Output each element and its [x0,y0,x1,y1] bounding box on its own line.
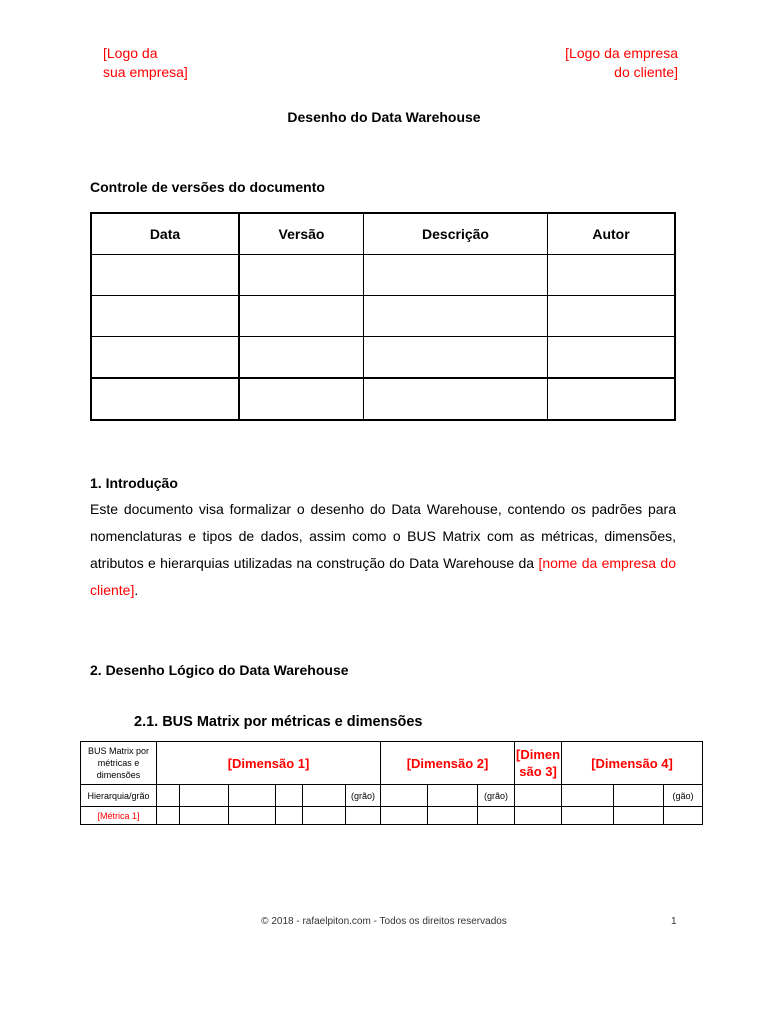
metric-label: [Métrica 1] [81,807,157,825]
table-cell[interactable] [381,807,428,825]
table-cell[interactable] [562,807,614,825]
table-cell[interactable] [364,255,548,296]
intro-body-text: Este documento visa formalizar o desenho do Data Warehouse, contendo os padrões para nomenclaturas e tipos de dados, assim como o BUS Matrix com as métricas, dimensões, atributos e hierarquias utilizadas na construção do Data Warehouse da [90,501,676,571]
table-cell[interactable] [381,785,428,807]
table-cell[interactable] [614,785,664,807]
table-cell[interactable] [515,807,562,825]
logo-left-line-1: [Logo da [103,45,158,61]
table-cell[interactable] [91,337,239,379]
dimension-2-header: [Dimensão 2] [381,742,515,785]
table-cell[interactable] [157,785,180,807]
page-number: 1 [671,916,677,927]
table-cell[interactable] [303,785,346,807]
table-cell[interactable] [276,785,303,807]
table-cell[interactable] [364,378,548,420]
grain-label: (gão) [664,785,703,807]
bus-metric-row [81,807,703,825]
table-cell[interactable] [346,807,381,825]
table-cell[interactable] [664,807,703,825]
versions-heading: Controle de versões do documento [90,179,325,195]
logo-right-line-1: [Logo da empresa [565,45,678,61]
versions-header-row [91,213,675,255]
bus-corner-label: BUS Matrix por métricas e dimensões [81,742,157,785]
table-cell[interactable] [239,337,364,379]
bus-dimension-row [81,742,703,785]
table-row [91,296,675,337]
intro-heading: 1. Introdução [90,475,178,491]
table-cell[interactable] [364,337,548,379]
table-cell[interactable] [364,296,548,337]
dimension-1-header: [Dimensão 1] [157,742,381,785]
dimension-3-header [515,742,562,785]
column-header-date: Data [91,213,239,255]
logo-left-line-2: sua empresa] [103,64,188,80]
table-cell[interactable] [428,807,478,825]
bus-matrix-table [80,741,703,825]
table-cell[interactable] [548,255,676,296]
dimension-3-line-2: são 3] [519,764,557,779]
bus-matrix-heading: 2.1. BUS Matrix por métricas e dimensões [134,714,423,730]
table-cell[interactable] [91,296,239,337]
table-cell[interactable] [614,807,664,825]
client-name-placeholder: [nome da empresa do cliente] [90,555,677,598]
table-cell[interactable] [562,785,614,807]
column-header-description: Descrição [364,213,548,255]
company-logo-placeholder [103,44,188,82]
bus-hierarchy-row [81,785,703,807]
table-row [91,378,675,420]
grain-label: (grão) [346,785,381,807]
table-row [91,337,675,379]
footer-copyright: © 2018 - rafaelpiton.com - Todos os direitos reservados [261,916,507,927]
logo-right-line-2: do cliente] [614,64,678,80]
table-cell[interactable] [239,378,364,420]
table-cell[interactable] [180,785,229,807]
table-cell[interactable] [515,785,562,807]
table-cell[interactable] [428,785,478,807]
logical-design-heading: 2. Desenho Lógico do Data Warehouse [90,662,349,678]
table-cell[interactable] [239,296,364,337]
table-cell[interactable] [229,807,276,825]
dimension-3-line-1: [Dimen [516,747,561,762]
table-cell[interactable] [180,807,229,825]
table-cell[interactable] [239,255,364,296]
table-cell[interactable] [157,807,180,825]
versions-table [90,212,676,421]
column-header-author: Autor [548,213,676,255]
table-cell[interactable] [91,255,239,296]
table-cell[interactable] [548,296,676,337]
hierarchy-label: Hierarquia/grão [81,785,157,807]
table-cell[interactable] [548,337,676,379]
table-cell[interactable] [276,807,303,825]
table-cell[interactable] [303,807,346,825]
table-row [91,255,675,296]
grain-label: (grão) [478,785,515,807]
intro-trailing-period: . [134,582,139,598]
client-logo-placeholder [565,44,678,82]
table-cell[interactable] [91,378,239,420]
column-header-version: Versão [239,213,364,255]
intro-paragraph [90,496,676,604]
dimension-4-header: [Dimensão 4] [562,742,703,785]
table-cell[interactable] [478,807,515,825]
table-cell[interactable] [229,785,276,807]
table-cell[interactable] [548,378,676,420]
document-title: Desenho do Data Warehouse [287,109,481,125]
